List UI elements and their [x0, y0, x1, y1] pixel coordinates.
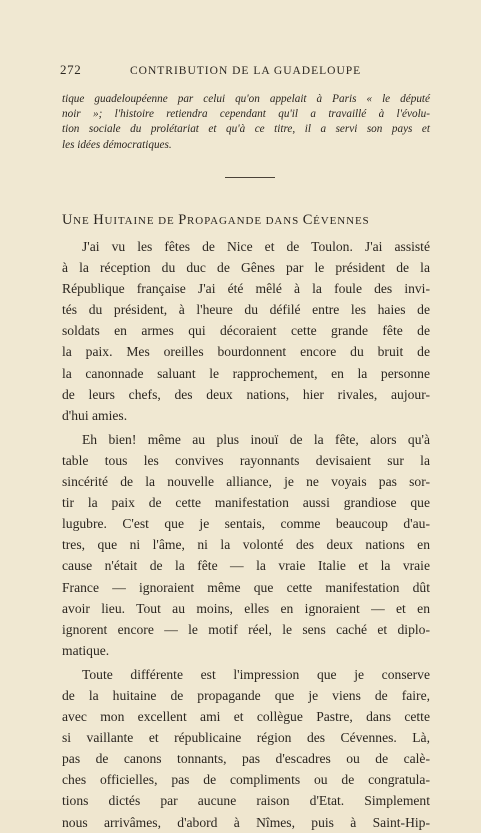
- note-line: les idées démocratiques.: [62, 138, 172, 151]
- text-line: ches officielles, pas de compliments ou de congratula-: [62, 772, 430, 788]
- text-line: d'hui amies.: [62, 407, 128, 423]
- text-line: Eh bien! même au plus inouï de la fête, alors qu'à: [82, 431, 430, 447]
- note-line: tion sociale du prolétariat et qu'à ce titre, il a servi son pays et: [62, 123, 430, 136]
- title-smallcaps: UITAINE DE: [104, 215, 179, 227]
- text-line: lugubre. C'est que je sentais, comme beaucoup d'au-: [62, 516, 430, 532]
- title-initial: C: [302, 212, 314, 228]
- text-line: avec mon excellent ami et collègue Pastre, dans cette: [62, 709, 430, 725]
- section-title: [62, 212, 430, 229]
- text-line: France — ignoraient même que cette manifestation dût: [62, 579, 430, 595]
- body-text: [62, 236, 430, 833]
- text-line: soldats en armes qui décoraient cette grande fête de: [62, 323, 430, 339]
- running-head: CONTRIBUTION DE LA GUADELOUPE: [130, 65, 362, 77]
- text-line: avoir lieu. Tout au moins, elles en ignoraient — et en: [62, 600, 430, 616]
- title-smallcaps: ÉVENNES: [313, 215, 370, 227]
- text-line: tés du président, à l'heure du défilé entre les haies de: [62, 302, 430, 318]
- text-line: ignorent encore — le motif réel, le sens caché et diplo-: [62, 621, 430, 637]
- text-line: République française J'ai été mêlé à la foule des invi-: [62, 281, 430, 297]
- note-line: tique guadeloupéenne par celui qu'on appelait à Paris « le député: [62, 93, 430, 105]
- paragraph-3: [62, 664, 430, 833]
- text-line: la paix. Mes oreilles bourdonnent encore du bruit de: [62, 344, 430, 360]
- text-line: si vaillante et républicaine région des Cévennes. Là,: [62, 730, 430, 746]
- note-line: noir »; l'histoire retiendra cependant qu'il a travaillé à l'évolu-: [62, 108, 430, 121]
- text-line: matique.: [62, 642, 110, 658]
- italic-note: [62, 92, 430, 153]
- title-smallcaps: ROPAGANDE DANS: [187, 215, 303, 227]
- text-line: tres, que ni l'âme, ni la volonté des deux nations en: [62, 537, 430, 553]
- text-line: J'ai vu les fêtes de Nice et de Toulon. J'ai assisté: [82, 239, 430, 254]
- text-line: nous arrivâmes, d'abord à Nîmes, puis à Saint-Hip-: [62, 814, 430, 830]
- title-smallcaps: NE: [73, 215, 94, 227]
- page-number: 272: [60, 62, 82, 77]
- title-initial: U: [62, 212, 74, 228]
- title-initial: P: [178, 212, 188, 228]
- text-line: à la réception du duc de Gênes par le président de la: [62, 260, 430, 276]
- text-line: de la huitaine de propagande que je viens de faire,: [62, 687, 430, 703]
- section-divider: [225, 177, 275, 178]
- text-line: de leurs chefs, des deux nations, hier rivales, aujour-: [62, 386, 430, 402]
- text-line: tir la paix de cette manifestation aussi grandiose que: [62, 495, 430, 511]
- text-line: tions dictés par aucune raison d'Etat. Simplement: [62, 793, 430, 809]
- paragraph-1: [62, 236, 430, 426]
- text-line: la canonnade saluant le rapprochement, en la personne: [62, 365, 430, 381]
- page-header: [60, 62, 430, 78]
- text-line: cause n'était de la fête — la vraie Italie et la vraie: [62, 558, 430, 574]
- paragraph-2: [62, 429, 430, 661]
- text-line: Toute différente est l'impression que je conserve: [82, 666, 430, 682]
- title-initial: H: [93, 212, 105, 228]
- text-line: pas de canons tonnants, pas d'escadres ou de calè-: [62, 751, 430, 767]
- text-line: sincérité de la nouvelle alliance, je ne voyais pas sor-: [62, 474, 430, 490]
- text-line: table tous les convives rayonnants devisaient sur la: [62, 452, 430, 468]
